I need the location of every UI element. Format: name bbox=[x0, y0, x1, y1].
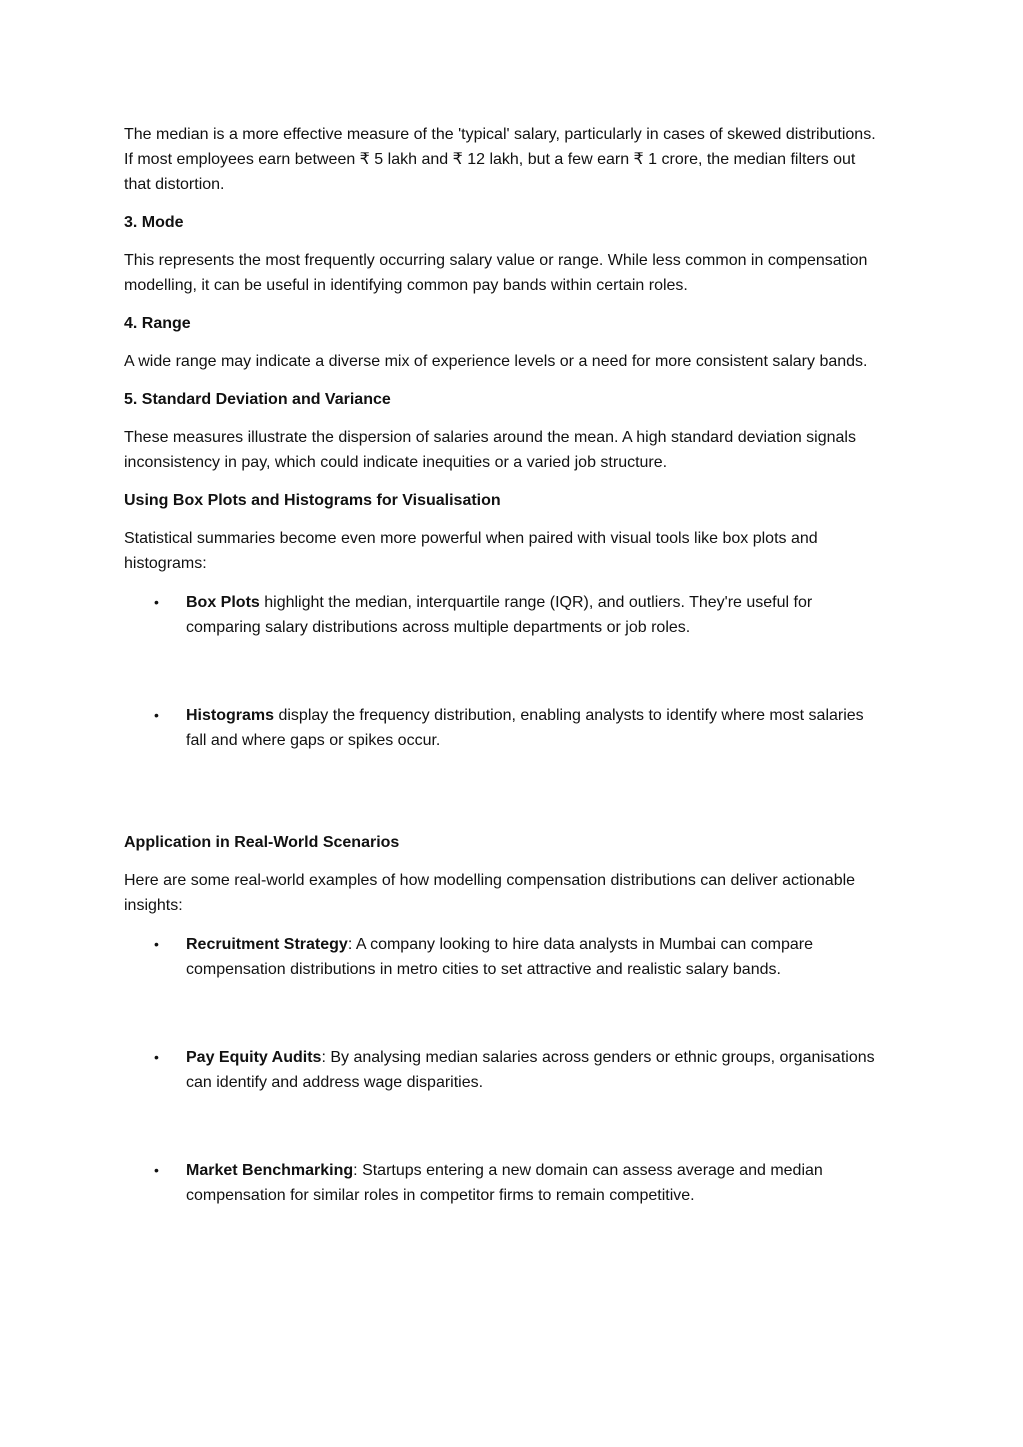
range-paragraph: A wide range may indicate a diverse mix of experience levels or a need for more consistent salary bands. bbox=[124, 353, 868, 370]
bullet-icon: • bbox=[154, 936, 159, 952]
median-paragraph: The median is a more effective measure of the 'typical' salary, particularly in cases of skewed distributions. If most employees earn between ₹ 5 lakh and ₹ 12 lakh, but a few earn ₹ 1 crore, the median filters out that distortion. bbox=[124, 126, 876, 193]
list-item bbox=[124, 932, 884, 982]
list-item-text: : By analysing median salaries across genders or ethnic groups, organisations can identify and address wage disparities. bbox=[186, 1049, 875, 1091]
application-heading: Application in Real-World Scenarios bbox=[124, 834, 400, 851]
list-item-text: : A company looking to hire data analysts in Mumbai can compare compensation distributions in metro cities to set attractive and realistic salary bands. bbox=[186, 936, 813, 978]
mode-paragraph: This represents the most frequently occurring salary value or range. While less common in compensation modelling, it can be useful in identifying common pay bands within certain roles. bbox=[124, 252, 868, 294]
list-item bbox=[124, 590, 884, 640]
list-item-term: Box Plots bbox=[186, 594, 260, 611]
std-deviation-heading: 5. Standard Deviation and Variance bbox=[124, 391, 391, 408]
visualisation-list bbox=[124, 590, 884, 753]
visualisation-paragraph: Statistical summaries become even more powerful when paired with visual tools like box plots and histograms: bbox=[124, 530, 818, 572]
document-page bbox=[124, 122, 884, 1208]
list-item bbox=[124, 1045, 884, 1095]
std-deviation-paragraph: These measures illustrate the dispersion of salaries around the mean. A high standard deviation signals inconsistency in pay, which could indicate inequities or a varied job structure. bbox=[124, 429, 856, 471]
list-item bbox=[124, 703, 884, 753]
bullet-icon: • bbox=[154, 1049, 159, 1065]
list-item bbox=[124, 1158, 884, 1208]
list-item-term: Histograms bbox=[186, 707, 275, 724]
list-item-text: : Startups entering a new domain can assess average and median compensation for similar roles in competitor firms to remain competitive. bbox=[186, 1162, 823, 1204]
visualisation-heading: Using Box Plots and Histograms for Visualisation bbox=[124, 492, 501, 509]
list-item-term: Recruitment Strategy bbox=[186, 936, 348, 953]
list-item-text: display the frequency distribution, enabling analysts to identify where most salaries fall and where gaps or spikes occur. bbox=[186, 707, 864, 749]
list-item-term: Market Benchmarking bbox=[186, 1162, 354, 1179]
list-item-text: highlight the median, interquartile range (IQR), and outliers. They're useful for comparing salary distributions across multiple departments or job roles. bbox=[186, 594, 813, 636]
range-heading: 4. Range bbox=[124, 315, 191, 332]
bullet-icon: • bbox=[154, 594, 159, 610]
mode-heading: 3. Mode bbox=[124, 214, 184, 231]
bullet-icon: • bbox=[154, 1162, 159, 1178]
application-paragraph: Here are some real-world examples of how modelling compensation distributions can deliver actionable insights: bbox=[124, 872, 856, 914]
list-item-term: Pay Equity Audits bbox=[186, 1049, 322, 1066]
application-list bbox=[124, 932, 884, 1208]
bullet-icon: • bbox=[154, 707, 159, 723]
